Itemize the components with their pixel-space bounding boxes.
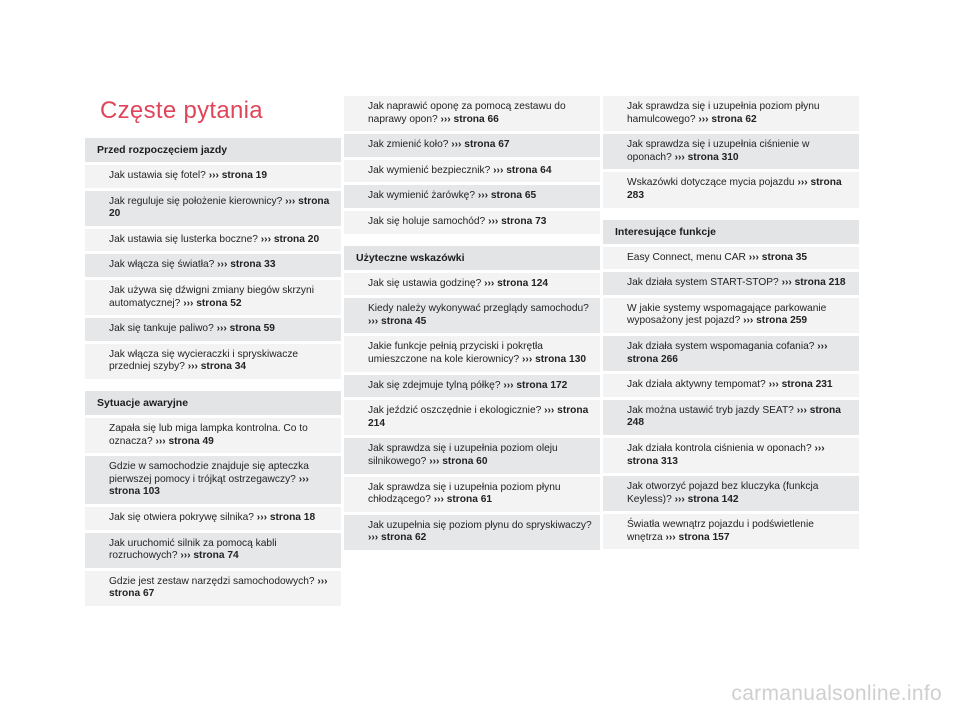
page-reference-link[interactable] bbox=[769, 379, 833, 390]
faq-item[interactable] bbox=[344, 185, 600, 208]
arrow-icon: ››› bbox=[451, 139, 462, 151]
faq-section bbox=[344, 96, 600, 234]
faq-item[interactable] bbox=[85, 191, 341, 226]
faq-question: Zapała się lub miga lampka kontrolna. Co to oznacza? bbox=[109, 422, 308, 447]
arrow-icon: ››› bbox=[814, 442, 825, 454]
watermark: carmanualsonline.info bbox=[731, 682, 942, 705]
page-reference-link[interactable] bbox=[429, 456, 487, 467]
page-reference-link[interactable] bbox=[183, 298, 241, 309]
arrow-icon: ››› bbox=[698, 113, 709, 125]
faq-item[interactable] bbox=[344, 375, 600, 398]
page-reference: strona 231 bbox=[781, 379, 833, 391]
page-reference: strona 66 bbox=[453, 113, 499, 125]
faq-item[interactable] bbox=[603, 374, 859, 397]
page-reference: strona 61 bbox=[446, 494, 493, 506]
faq-item[interactable] bbox=[85, 418, 341, 453]
page-reference-link[interactable] bbox=[478, 190, 536, 201]
page-reference-link[interactable] bbox=[209, 170, 267, 181]
arrow-icon: ››› bbox=[256, 511, 267, 523]
faq-item[interactable] bbox=[603, 96, 859, 131]
page-reference-link[interactable] bbox=[217, 323, 275, 334]
page-reference-link[interactable] bbox=[782, 277, 846, 288]
arrow-icon: ››› bbox=[260, 233, 271, 245]
arrow-icon: ››› bbox=[768, 379, 779, 391]
faq-item[interactable] bbox=[85, 344, 341, 379]
page-reference-link[interactable] bbox=[749, 252, 807, 263]
faq-item[interactable] bbox=[603, 400, 859, 435]
faq-question: Jak naprawić oponę za pomocą zestawu do naprawy opon? bbox=[368, 101, 566, 125]
faq-question: Jak wymienić bezpiecznik? bbox=[368, 164, 491, 176]
faq-question: Jak włącza się wycieraczki i spryskiwacze przedniej szyby? bbox=[109, 348, 299, 373]
faq-item[interactable] bbox=[344, 438, 600, 473]
arrow-icon: ››› bbox=[155, 435, 166, 447]
faq-question: Jak uruchomić silnik za pomocą kabli rozruchowych? bbox=[109, 537, 277, 562]
faq-item[interactable] bbox=[603, 336, 859, 371]
page-reference: strona 214 bbox=[368, 405, 589, 429]
page-reference-link[interactable] bbox=[217, 259, 275, 270]
faq-item[interactable] bbox=[85, 229, 341, 252]
faq-question: Gdzie jest zestaw narzędzi samochodowych? bbox=[109, 575, 315, 587]
faq-item[interactable] bbox=[344, 298, 600, 333]
page-reference-link[interactable] bbox=[180, 550, 238, 561]
arrow-icon: ››› bbox=[180, 550, 191, 562]
arrow-icon: ››› bbox=[674, 493, 685, 505]
page-reference-link[interactable] bbox=[434, 494, 492, 505]
page-reference: strona 74 bbox=[193, 550, 239, 562]
page-reference-link[interactable] bbox=[493, 165, 551, 176]
section-header: Użyteczne wskazówki bbox=[344, 246, 600, 270]
faq-question: Jak uzupełnia się poziom płynu do spryskiwaczy? bbox=[368, 519, 592, 531]
faq-section bbox=[603, 220, 859, 550]
arrow-icon: ››› bbox=[183, 297, 194, 309]
faq-question: Jak sprawdza się i uzupełnia poziom płynu chłodzącego? bbox=[368, 481, 561, 506]
page-reference: strona 142 bbox=[687, 493, 739, 505]
arrow-icon: ››› bbox=[522, 353, 533, 365]
arrow-icon: ››› bbox=[817, 340, 828, 352]
page-reference: strona 34 bbox=[200, 361, 247, 373]
page-reference: strona 52 bbox=[196, 297, 242, 309]
page-reference: strona 310 bbox=[687, 151, 739, 163]
page-reference: strona 45 bbox=[381, 315, 427, 327]
faq-question: Jak ustawia się fotel? bbox=[109, 170, 206, 181]
page-reference-link[interactable] bbox=[743, 315, 807, 326]
faq-question: Wskazówki dotyczące mycia pojazdu bbox=[627, 177, 795, 189]
page-reference-link[interactable] bbox=[451, 139, 509, 150]
page-reference: strona 172 bbox=[516, 379, 568, 391]
faq-question: Jak sprawdza się i uzupełnia poziom oleju silnikowego? bbox=[368, 443, 558, 467]
faq-question: Jak jeździć oszczędnie i ekologicznie? bbox=[368, 405, 542, 417]
page-reference-link[interactable] bbox=[503, 380, 567, 391]
page-reference-link[interactable] bbox=[484, 278, 548, 289]
page-reference: strona 62 bbox=[711, 113, 757, 125]
page-reference: strona 33 bbox=[230, 259, 276, 271]
faq-question: Jak się otwiera pokrywę silnika? bbox=[109, 511, 254, 523]
faq-question: Jak wymienić żarówkę? bbox=[368, 190, 476, 202]
faq-question: Światła wewnątrz pojazdu i podświetlenie wnętrza bbox=[627, 519, 814, 543]
faq-item[interactable] bbox=[85, 456, 341, 504]
arrow-icon: ››› bbox=[368, 532, 379, 544]
faq-item[interactable] bbox=[344, 160, 600, 183]
faq-item[interactable] bbox=[85, 571, 341, 606]
page-reference: strona 103 bbox=[109, 486, 160, 498]
arrow-icon: ››› bbox=[285, 195, 296, 207]
faq-question: Easy Connect, menu CAR bbox=[627, 251, 746, 263]
faq-question: Jak działa system START-STOP? bbox=[627, 277, 779, 289]
faq-question: Jak można ustawić tryb jazdy SEAT? bbox=[627, 404, 794, 416]
page-reference-link[interactable] bbox=[666, 532, 730, 543]
arrow-icon: ››› bbox=[674, 151, 685, 163]
arrow-icon: ››› bbox=[187, 361, 198, 373]
faq-question: Jak działa system wspomagania cofania? bbox=[627, 340, 815, 352]
faq-item[interactable] bbox=[344, 515, 600, 550]
page-reference: strona 124 bbox=[497, 277, 549, 289]
faq-item[interactable] bbox=[344, 96, 600, 131]
page-reference: strona 67 bbox=[109, 588, 155, 600]
faq-question: Jak się ustawia godzinę? bbox=[368, 277, 482, 289]
faq-item[interactable] bbox=[344, 477, 600, 512]
faq-section bbox=[85, 138, 341, 379]
arrow-icon: ››› bbox=[216, 323, 227, 335]
faq-section bbox=[85, 391, 341, 606]
faq-question: Jak się zdejmuje tylną półkę? bbox=[368, 379, 501, 391]
faq-item[interactable] bbox=[603, 272, 859, 295]
page-reference: strona 59 bbox=[229, 323, 275, 335]
arrow-icon: ››› bbox=[208, 170, 219, 181]
faq-item[interactable] bbox=[603, 134, 859, 169]
faq-item[interactable] bbox=[344, 273, 600, 296]
page-reference-link[interactable] bbox=[188, 361, 246, 372]
arrow-icon: ››› bbox=[781, 277, 792, 289]
faq-item[interactable] bbox=[344, 336, 600, 371]
arrow-icon: ››› bbox=[477, 190, 489, 202]
faq-item[interactable] bbox=[85, 280, 341, 315]
arrow-icon: ››› bbox=[440, 113, 451, 125]
faq-question: Jak się tankuje paliwo? bbox=[109, 323, 214, 335]
faq-item[interactable] bbox=[344, 400, 600, 435]
page-reference-link[interactable] bbox=[261, 234, 319, 245]
arrow-icon: ››› bbox=[544, 405, 555, 417]
section-header: Interesujące funkcje bbox=[603, 220, 859, 244]
page-reference: strona 313 bbox=[627, 455, 678, 467]
page-reference: strona 67 bbox=[464, 139, 510, 151]
faq-column-2 bbox=[344, 96, 600, 562]
page-reference: strona 60 bbox=[442, 455, 488, 467]
arrow-icon: ››› bbox=[484, 277, 495, 289]
page-reference-link[interactable] bbox=[675, 152, 739, 163]
page-reference: strona 283 bbox=[627, 177, 842, 201]
page-reference-link[interactable] bbox=[368, 532, 426, 543]
arrow-icon: ››› bbox=[298, 473, 309, 485]
page-reference: strona 19 bbox=[221, 170, 268, 181]
page-reference: strona 73 bbox=[501, 215, 547, 227]
faq-question: Gdzie w samochodzie znajduje się apteczka pierwszej pomocy i trójkąt ostrzegawczy? bbox=[109, 461, 309, 485]
page-reference-link[interactable] bbox=[522, 354, 586, 365]
arrow-icon: ››› bbox=[743, 315, 754, 327]
page-reference: strona 259 bbox=[756, 315, 808, 327]
faq-section bbox=[344, 246, 600, 550]
faq-question: Jak używa się dźwigni zmiany biegów skrzyni automatycznej? bbox=[109, 284, 314, 309]
page-reference-link[interactable] bbox=[698, 114, 756, 125]
page-reference: strona 62 bbox=[381, 532, 427, 544]
faq-question: Jak włącza się światła? bbox=[109, 259, 215, 271]
faq-question: Jak otworzyć pojazd bez kluczyka (funkcja Keyless)? bbox=[627, 481, 819, 505]
faq-question: Jak się holuje samochód? bbox=[368, 215, 486, 227]
page-reference-link[interactable] bbox=[155, 436, 213, 447]
arrow-icon: ››› bbox=[796, 404, 807, 416]
page-reference-link[interactable] bbox=[488, 216, 546, 227]
page-reference: strona 49 bbox=[168, 435, 214, 447]
page-reference: strona 218 bbox=[794, 277, 846, 289]
arrow-icon: ››› bbox=[488, 215, 499, 227]
faq-item[interactable] bbox=[603, 298, 859, 333]
arrow-icon: ››› bbox=[503, 379, 514, 391]
faq-question: W jakie systemy wspomagające parkowanie wyposażony jest pojazd? bbox=[627, 302, 827, 327]
arrow-icon: ››› bbox=[797, 177, 808, 189]
page-title: Częste pytania bbox=[100, 97, 263, 124]
page-reference-link[interactable] bbox=[441, 114, 499, 125]
faq-item[interactable] bbox=[85, 533, 341, 568]
section-header: Sytuacje awaryjne bbox=[85, 391, 341, 415]
page-reference-link[interactable] bbox=[257, 512, 315, 523]
faq-question: Jak ustawia się lusterka boczne? bbox=[109, 233, 258, 245]
page-reference: strona 266 bbox=[627, 353, 678, 365]
faq-item[interactable] bbox=[85, 507, 341, 530]
arrow-icon: ››› bbox=[429, 455, 440, 467]
page-reference-link[interactable] bbox=[368, 316, 426, 327]
arrow-icon: ››› bbox=[748, 251, 759, 263]
faq-question: Jak zmienić koło? bbox=[368, 139, 449, 151]
page-reference: strona 20 bbox=[273, 233, 320, 245]
page-reference-link[interactable] bbox=[675, 494, 739, 505]
faq-question: Jak sprawdza się i uzupełnia poziom płynu hamulcowego? bbox=[627, 101, 820, 125]
page-reference: strona 65 bbox=[490, 190, 537, 202]
faq-item[interactable] bbox=[344, 134, 600, 157]
page-reference: strona 35 bbox=[761, 251, 808, 263]
page-reference: strona 64 bbox=[506, 164, 552, 176]
faq-question: Jakie funkcje pełnią przyciski i pokrętła umieszczone na kole kierownicy? bbox=[368, 341, 543, 365]
page-reference: strona 130 bbox=[535, 353, 587, 365]
arrow-icon: ››› bbox=[368, 315, 379, 327]
arrow-icon: ››› bbox=[217, 259, 228, 271]
page-reference: strona 157 bbox=[678, 531, 730, 543]
faq-item[interactable] bbox=[85, 165, 341, 188]
page-reference: strona 20 bbox=[109, 195, 330, 220]
faq-item[interactable] bbox=[603, 438, 859, 473]
faq-question: Jak działa aktywny tempomat? bbox=[627, 379, 766, 391]
arrow-icon: ››› bbox=[493, 164, 504, 176]
arrow-icon: ››› bbox=[433, 494, 444, 506]
faq-section bbox=[603, 96, 859, 208]
arrow-icon: ››› bbox=[665, 531, 676, 543]
faq-column-3 bbox=[603, 96, 859, 561]
faq-item[interactable] bbox=[85, 318, 341, 341]
faq-item[interactable] bbox=[603, 514, 859, 549]
faq-item[interactable] bbox=[603, 476, 859, 511]
faq-item[interactable] bbox=[85, 254, 341, 277]
faq-column-1 bbox=[85, 138, 341, 618]
arrow-icon: ››› bbox=[317, 575, 328, 587]
faq-question: Kiedy należy wykonywać przeglądy samochodu? bbox=[368, 303, 589, 315]
faq-question: Jak reguluje się położenie kierownicy? bbox=[109, 195, 283, 207]
faq-item[interactable] bbox=[603, 247, 859, 270]
faq-question: Jak sprawdza się i uzupełnia ciśnienie w oponach? bbox=[627, 139, 810, 163]
page-reference: strona 18 bbox=[269, 511, 316, 523]
page-reference: strona 248 bbox=[627, 404, 841, 429]
faq-item[interactable] bbox=[344, 211, 600, 234]
faq-question: Jak działa kontrola ciśnienia w oponach? bbox=[627, 442, 812, 454]
section-header: Przed rozpoczęciem jazdy bbox=[85, 138, 341, 162]
faq-item[interactable] bbox=[603, 172, 859, 207]
